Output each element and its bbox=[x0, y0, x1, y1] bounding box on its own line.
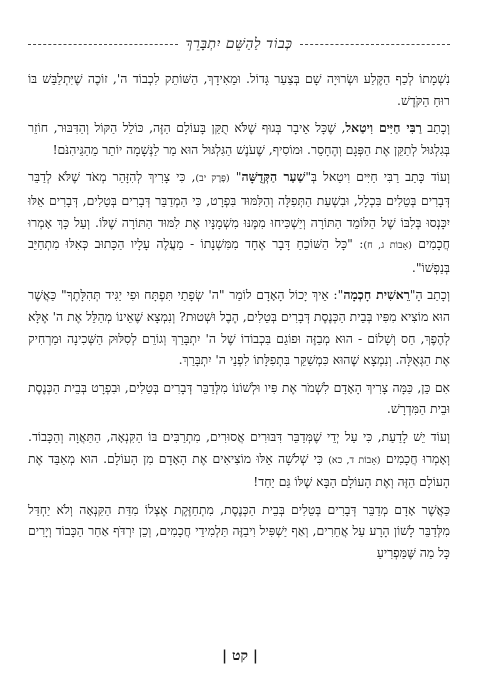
text-run: וְכָתַב bbox=[421, 120, 450, 136]
paragraph-5 bbox=[28, 377, 450, 420]
text-run: וְעוֹד יֵשׁ לָדַעַת, כִּי עַל יְדֵי שֶׁמְּדַבֵּר דִּבּוּרִים אֲסוּרִים, מִתְרַבִּים בּוֹ הַקִּנְאָה, הַתַּאֲוָה וְהַכָּבוֹד. וְאָמְרוּ חֲכָמִים bbox=[28, 428, 450, 466]
header-title: כְּבוֹד לַהַשֵּׁם יִתְבָּרֵךְ bbox=[185, 36, 293, 52]
source-citation: (פֶּרֶק יב) bbox=[195, 173, 230, 185]
header-rule-left bbox=[28, 44, 178, 45]
paragraph-1 bbox=[28, 68, 450, 111]
text-run: : "כָּל הַשּׁוֹכֵחַ דָּבָר אֶחָד מִמִּשְׁנָתוֹ - מַעֲלֶה עָלָיו הַכָּתוּב כְּאִלּוּ מִתְחַיֵּב בְּנַפְשׁוֹ". bbox=[28, 236, 450, 275]
paragraph-3 bbox=[28, 166, 450, 278]
page-number: | קט | bbox=[222, 648, 258, 664]
paragraph-2 bbox=[28, 117, 450, 160]
text-run: , שֶׁכָּל אֵיבָר בְּגוּף שֶׁלֹּא תֻקַּן בָּעוֹלָם הַזֶּה, כּוֹלֵל הַקּוֹל וְהַדִּבּוּר, חוֹזֵר בְּגִלְגּוּל לְתַקֵּן אֶת הַפְּגָם וְהֶחָסֵר. וּמוֹסִיף, שֶׁעֹנֶשׁ הַגִּלְגּוּל הוּא מַר לַנְּשָׁמָה יוֹתֵר מֵהַגֵּיהִנֹּם! bbox=[28, 120, 450, 157]
text-run: וְכָתַב הָ" bbox=[409, 287, 451, 303]
text-run: אִם כֵּן, כַּמָּה צָרִיךְ הָאָדָם לִשְׁמֹר אֶת פִּיו וּלְשׁוֹנוֹ מִלְּדַבֵּר דְּבָרִים בְּטֵלִים, וּבִפְרָט בְּבֵית הַכְּנֶסֶת וּבֵית הַמִּדְרָשׁ. bbox=[28, 379, 450, 417]
source-citation: (אָבוֹת ג, ח) bbox=[363, 240, 412, 252]
text-run: " bbox=[229, 169, 242, 185]
bold-book-title: רֵאשִׁית חָכְמָה bbox=[343, 287, 410, 303]
bold-book-title: שַׁעַר הַקְּדֻשָּׁה bbox=[241, 169, 306, 185]
running-header bbox=[28, 36, 450, 53]
text-run: וְעוֹד כָּתַב רַבִּי חַיִּים וִיטַאל בְּ" bbox=[305, 169, 451, 185]
text-run: כִּי שְׁלֹשָׁה אֵלּוּ מוֹצִיאִים אֶת הָאָדָם מִן הָעוֹלָם. הוּא מְאַבֵּד אֶת הָעוֹלָם הַזֶּה וְאֶת הָעוֹלָם הַבָּא שֶׁלּוֹ גַּם יַחַד! bbox=[28, 450, 450, 490]
body-text bbox=[28, 68, 450, 569]
paragraph-6 bbox=[28, 426, 450, 493]
header-rule-right bbox=[300, 44, 450, 45]
source-citation: (אָבוֹת ד, כא) bbox=[328, 454, 381, 466]
bold-name: רַבִּי חַיִּים וִיטַאל bbox=[345, 120, 422, 136]
paragraph-7 bbox=[28, 499, 450, 564]
text-run: כַּאֲשֶׁר אָדָם מְדַבֵּר דְּבָרִים בְּטֵלִים בְּבֵית הַכְּנֶסֶת, מִתְחַזֶּקֶת אֶצְלוֹ מִדַּת הַקִּנְאָה וְלֹא יַחְדַּל מִלְּדַבֵּר לָשׁוֹן הָרָע עַל אֲחֵרִים, וְאַף יַשְׁפִּיל וִיבַזֶּה תַּלְמִידֵי חֲכָמִים, וְכֵן יִרְדֹּף אַחַר הַכָּבוֹד וְיָרִים כָּל מַה שֶּׁמַּפְרִיעַ bbox=[28, 501, 450, 560]
text-run: נִשְׁמָתוֹ לְכַף הַקֶּלַע וּשְׂרוּיָה שָׁם בְּצַעַר גָּדוֹל. וּמֵאִידָךְ, הַשּׁוֹתֵק לִכְבוֹד ה', זוֹכֶה שֶׁיִּתְלַבֵּשׁ בּוֹ רוּחַ הַקֹּדֶשׁ. bbox=[28, 71, 450, 108]
text-run: ": אֵיךְ יָכוֹל הָאָדָם לוֹמַר "ה' שְׂפָתַי תִּפְתָּח וּפִי יַגִּיד תְּהִלָּתֶךָ" כַּאֲשֶׁר הוּא מוֹצִיא מִפִּיו בְּבֵית הַכְּנֶסֶת דְּבָרִים בְּטֵלִים, הֶבֶל וּשְׁטוּת? וְנִמְצָא שֶׁאֵינוֹ מְהַלֵּל אֶת ה' אֶלָּא לְהֶפֶךְ, חַס וְשָׁלוֹם - הוּא מְבַזֶּה וּפוֹגֵם בִּכְבוֹדוֹ שֶׁל ה' יִתְבָּרַךְ וְגוֹרֵם לְסִלּוּק הַשְּׁכִינָה וּמַרְחִיק אֶת הַגְּאֻלָּה. וְנִמְצָא שֶׁהוּא כִּמְשַׁקֵּר בִּתְפִלָּתוֹ לִפְנֵי ה' יִתְבָּרַךְ. bbox=[28, 287, 450, 368]
paragraph-4 bbox=[28, 284, 450, 370]
text-run: , כִּי צָרִיךְ לְהִזָּהֵר מְאֹד שֶׁלֹּא לְדַבֵּר דְּבָרִים בְּטֵלִים בִּכְלָל, וּבִשְׁעַת הַתְּפִלָּה וְהַלִּמּוּד בִּפְרָט, כִּי הַמְדַבֵּר דְּבָרִים בְּטֵלִים, דְּבָרִים אֵלּוּ יִכָּנְסוּ בְּלִבּוֹ שֶׁל הַלּוֹמֵד הַתּוֹרָה וְיַשְׁכִּיחוּ מִמֶּנּוּ מִשְׁמָנָּיו אֶת לִמּוּד הַתּוֹרָה שֶׁלּוֹ. וְעַל כָּךְ אָמְרוּ חֲכָמִים bbox=[28, 169, 451, 252]
